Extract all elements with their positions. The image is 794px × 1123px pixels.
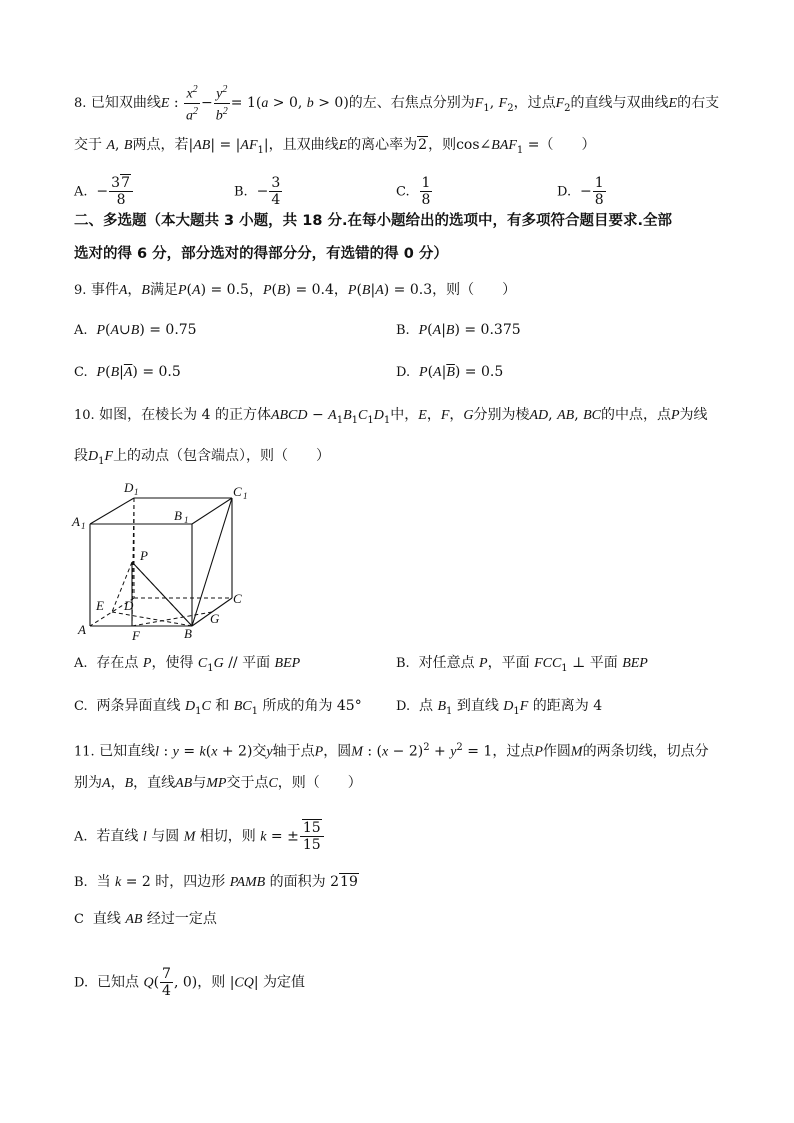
q9-stem: 9. 事件A，B满足P(A) = 0.5，P(B) = 0.4，P(B|A) = 0.3，则（ ） bbox=[74, 282, 517, 298]
q11-option-d[interactable]: D. 已知点 Q( $\frac{7}{4}$ , 0)，则 |CQ| 为定值 bbox=[74, 966, 306, 999]
q8-line1: 8. 已知双曲线E : $\frac{x^2}{a^2}$ − $\frac{y^2}{b^2}$ = 1(a > 0, b > 0)的左、右焦点分别为$F_1$, $F_2$，过点$F_2$的直线与双曲线E的右支 bbox=[74, 84, 720, 124]
q11-line2: 别为A，B，直线AB与MP交于点C，则（ ） bbox=[74, 775, 362, 791]
q8-option-b[interactable]: B. − $\frac{3}{4}$ bbox=[234, 175, 281, 208]
label-a1: A bbox=[72, 514, 80, 529]
label-p: P bbox=[140, 548, 148, 563]
svg-text:1: 1 bbox=[81, 521, 86, 531]
svg-text:1: 1 bbox=[243, 491, 248, 501]
q10-option-d[interactable]: D. 点 $B_1$ 到直线 $D_1F$ 的距离为 4 bbox=[396, 698, 603, 717]
q8-option-d[interactable]: D. − $\frac{1}{8}$ bbox=[557, 175, 604, 208]
q10-option-c[interactable]: C. 两条异面直线 $D_1C$ 和 $BC_1$ 所成的角为 45° bbox=[74, 698, 362, 717]
label-c1: C bbox=[233, 484, 242, 499]
q11-option-c[interactable]: C 直线 AB 经过一定点 bbox=[74, 911, 217, 927]
q11-option-a[interactable]: A. 若直线 l 与圆 M 相切，则 k = ± $\frac{15}{15}$ bbox=[74, 820, 325, 853]
label-g: G bbox=[210, 611, 220, 626]
q9-option-d[interactable]: D. $P(A|\overline{B}) = 0.5$ bbox=[396, 364, 504, 380]
section2-heading-line2: 选对的得 6 分，部分选对的得部分分，有选错的得 0 分） bbox=[74, 246, 448, 262]
q9-option-a[interactable]: A. P(A∪B) = 0.75 bbox=[74, 322, 197, 338]
q10-line1: 10. 如图，在棱长为 4 的正方体ABCD − $A_1B_1C_1D_1$中，E，F，G分别为棱AD, AB, BC的中点，点P为线 bbox=[74, 407, 708, 426]
label-a: A bbox=[78, 622, 86, 637]
q8-option-c[interactable]: C. $\frac{1}{8}$ bbox=[396, 175, 431, 208]
label-d: D bbox=[124, 598, 134, 613]
label-b1: B bbox=[174, 508, 182, 523]
q10-line2: 段$D_1F$上的动点（包含端点），则（ ） bbox=[74, 448, 331, 467]
q10-option-a[interactable]: A. 存在点 P，使得 $C_1G$ // 平面 BEP bbox=[74, 655, 301, 674]
q9-option-c[interactable]: C. $P(B|\overline{A}) = 0.5$ bbox=[74, 364, 181, 380]
label-e: E bbox=[96, 598, 104, 613]
svg-text:1: 1 bbox=[134, 487, 139, 497]
q10-cube-figure bbox=[70, 478, 270, 643]
q8-formula-hyperbola: E bbox=[160, 96, 170, 112]
label-f: F bbox=[132, 628, 140, 643]
q9-option-b[interactable]: B. P(A|B) = 0.375 bbox=[396, 322, 521, 338]
svg-text:1: 1 bbox=[184, 515, 189, 525]
q8-option-a[interactable]: A. − $\frac{37}{8}$ bbox=[74, 175, 134, 208]
q11-line1: 11. 已知直线l : y = k(x + 2)交y轴于点P，圆M : $(x - 2)^2 + y^2 = 1$，过点P作圆M的两条切线，切点分 bbox=[74, 742, 709, 760]
label-c: C bbox=[233, 591, 242, 606]
label-b: B bbox=[184, 626, 192, 641]
q8-line2: 交于 A, B两点，若$|AB| = |AF_1|$，且双曲线E的离心率为2，则$\cos\angle BAF_1$ =（ ） bbox=[74, 137, 596, 156]
label-d1: D bbox=[124, 480, 134, 495]
q10-option-b[interactable]: B. 对任意点 P，平面 $FCC_1$ ⊥ 平面 BEP bbox=[396, 655, 648, 674]
section2-heading-line1: 二、多选题（本大题共 3 小题，共 18 分.在每小题给出的选项中，有多项符合题目要求.全部 bbox=[74, 213, 672, 229]
q11-option-b[interactable]: B. 当 k = 2 时，四边形 PAMB 的面积为 219 bbox=[74, 874, 358, 890]
